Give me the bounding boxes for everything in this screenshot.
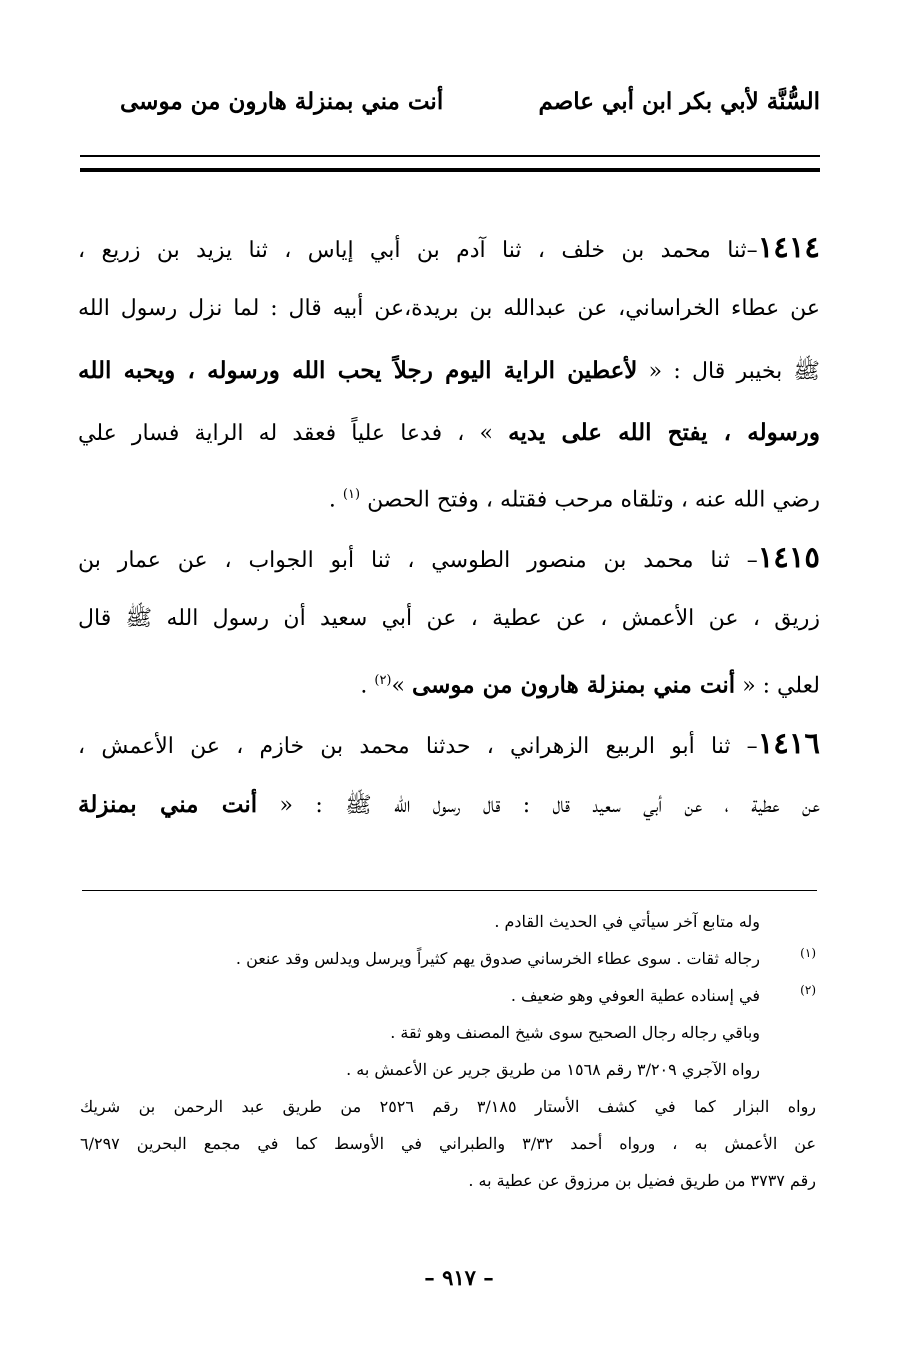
hadith-1414 [78, 222, 820, 532]
footnote-marker: (١) [800, 946, 816, 960]
running-title-book: السُّنَّة لأبي بكر ابن أبي عاصم [538, 88, 820, 115]
footnote-text: في إسناده عطية العوفي وهو ضعيف . [510, 986, 760, 1005]
footnote-text: رواه البزار كما في كشف الأستار ٣/١٨٥ رقم ٢٥٢٦ من طريق عبد الرحمن بن شريك [80, 1097, 816, 1116]
footnote-ref: (٢) [374, 673, 392, 688]
prophetic-quote: ورسوله ، يفتح الله على يديه [508, 419, 820, 446]
text-span: عن عطية ، عن أبي سعيد قال : قال رسول الله ﷺ : « [279, 793, 820, 818]
hadith-number: ١٤١٥ [757, 540, 820, 574]
prophetic-quote: أنت مني بمنزلة هارون من موسى [411, 671, 736, 699]
hadith-number: ١٤١٦ [757, 726, 820, 760]
text-span: رضي الله عنه ، وتلقاه مرحب فقتله ، وفتح الحصن [367, 487, 820, 513]
footnote-line [80, 1091, 816, 1128]
text-line: زريق ، عن الأعمش ، عن عطية ، عن أبي سعيد أن رسول الله ﷺ قال [78, 606, 820, 631]
hadith-number: ١٤١٤ [757, 230, 820, 264]
text-span: لعلي : « [742, 673, 820, 699]
footnote-text: رجاله ثقات . سوى عطاء الخرساني صدوق يهم كثيراً ويرسل ويدلس وقد عنعن . [235, 949, 760, 968]
footnote-ref: (١) [342, 487, 361, 502]
footnote-line [80, 1054, 816, 1091]
footnote-line [80, 980, 816, 1017]
footnote-text: رواه الآجري ٣/٢٠٩ رقم ١٥٦٨ من طريق جرير عن الأعمش به . [346, 1060, 760, 1079]
text-line [78, 718, 820, 780]
footnote-line [80, 943, 816, 980]
footnote-text: وباقي رجاله رجال الصحيح سوى شيخ المصنف وهو ثقة . [390, 1023, 760, 1042]
footnote-text: عن الأعمش به ، ورواه أحمد ٣/٣٢ والطبراني في الأوسط كما في مجمع البحرين ٦/٢٩٧ [80, 1134, 816, 1153]
prophetic-quote: لأعطين الراية اليوم رجلاً يحب الله ورسوله ، ويحبه الله [78, 357, 638, 384]
text-line [78, 346, 820, 408]
text-span: » ، فدعا علياً فعقد له الراية فسار علي [78, 421, 493, 446]
hadith-1415 [78, 532, 820, 718]
footnotes [80, 906, 816, 1202]
footnote-marker: (٢) [800, 983, 816, 997]
footnote-text: رقم ٣٧٣٧ من طريق فضيل بن مرزوق عن عطية به . [468, 1171, 816, 1190]
text-line: عن عطاء الخراساني، عن عبدالله بن بريدة،عن أبيه قال : لما نزل رسول الله [78, 296, 820, 321]
text-span: . [328, 487, 336, 513]
footnote-line [80, 1128, 816, 1165]
text-span: ﷺ بخيبر قال : « [648, 359, 820, 384]
footnote-line [80, 906, 816, 943]
prophetic-quote: أنت مني بمنزلة [78, 791, 258, 818]
text-span: . [360, 673, 368, 699]
footnote-line [80, 1017, 816, 1054]
running-title-chapter: أنت مني بمنزلة هارون من موسى [120, 88, 444, 115]
text-span: – ثنا محمد بن منصور الطوسي ، ثنا أبو الجواب ، عن عمار بن [78, 548, 758, 573]
text-line [78, 780, 820, 842]
text-span: » [391, 673, 405, 699]
text-line [78, 532, 820, 594]
footnote-separator [82, 890, 817, 891]
text-line [78, 470, 820, 532]
text-line [78, 656, 820, 718]
footnote-line [80, 1165, 816, 1202]
header-rule-thick [80, 168, 820, 172]
text-line [78, 222, 820, 284]
hadith-1416 [78, 718, 820, 842]
text-line [78, 408, 820, 470]
header-rule-thin [80, 155, 820, 157]
footnote-text: وله متابع آخر سيأتي في الحديث القادم . [494, 912, 760, 931]
page-number: – ٩١٧ – [424, 1265, 494, 1290]
text-span: – ثنا أبو الربيع الزهراني ، حدثنا محمد بن خازم ، عن الأعمش ، [78, 734, 758, 759]
text-span: –ثنا محمد بن خلف ، ثنا آدم بن أبي إياس ، ثنا يزيد بن زريع ، [78, 238, 758, 263]
